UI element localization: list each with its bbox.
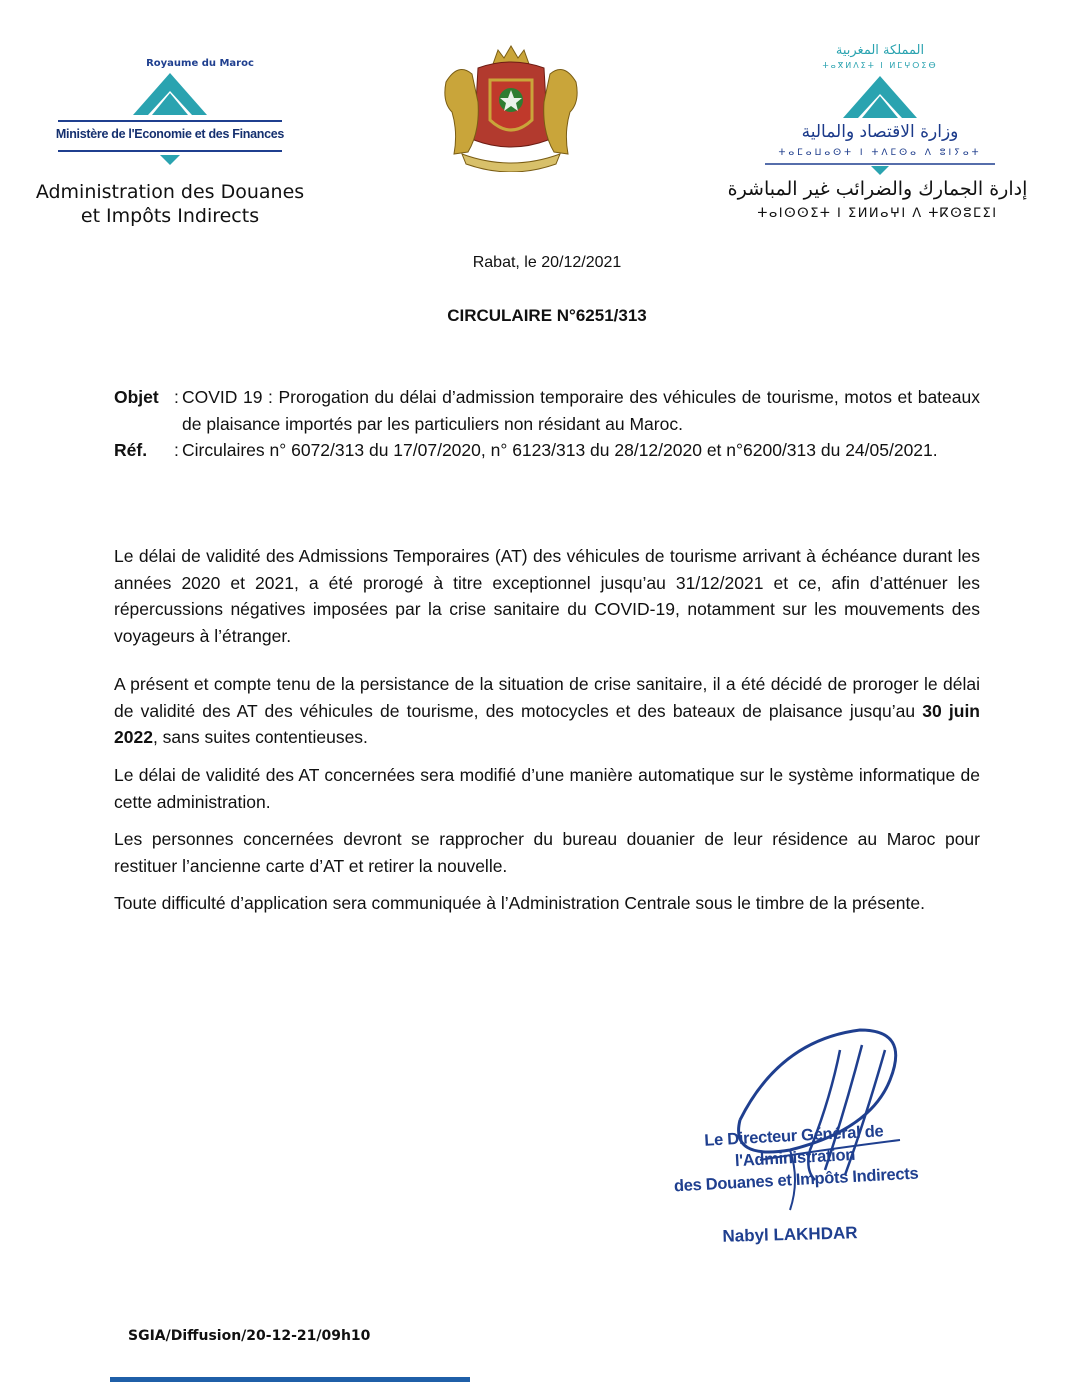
mountain-logo-icon (30, 55, 320, 180)
ministry-logo-left (30, 55, 320, 245)
document-date: Rabat, le 20/12/2021 (472, 254, 622, 271)
administration-line2: et Impôts Indirects (80, 205, 260, 227)
body-paragraph-3 (114, 762, 980, 815)
subject-row (114, 384, 980, 437)
body-paragraph-5 (114, 890, 980, 917)
administration-name-fr (30, 180, 310, 228)
paragraph-2-end: , sans suites contentieuses. (152, 727, 368, 747)
logo-divider-icon (725, 162, 1035, 176)
signatory-title-line2: des Douanes et Impôts Indirects (673, 1164, 919, 1196)
subject-text: COVID 19 : Prorogation du délai d’admission temporaire des véhicules de tourisme, motos et bateaux de plaisance importés par les particuliers non résidant au Maroc. (182, 387, 980, 434)
administration-line1: Administration des Douanes (35, 181, 305, 203)
body-paragraph-2 (114, 671, 980, 751)
administration-name-tifinagh: ⵜⴰⵏⵙⵙⵉⵜ ⵏ ⵉⵍⵍⴰⵖⵏ ⴷ ⵜⴽⵙⵓⵎⵉⵏ (757, 206, 998, 221)
reference-label: Réf. (114, 440, 148, 460)
subject-colon: : (174, 387, 179, 407)
paragraph-text: Toute difficulté d’application sera communiquée à l’Administration Centrale sous le timbre de la présente. (114, 893, 925, 913)
mountain-logo-icon (725, 40, 1035, 130)
ministry-name-tifinagh: ⵜⴰⵎⴰⵡⴰⵙⵜ ⵏ ⵜⴷⵎⵙⴰ ⴷ ⵓⵏⵢⴰⵜ (778, 148, 982, 158)
kingdom-name-tifinagh: ⵜⴰⴳⵍⴷⵉⵜ ⵏ ⵍⵎⵖⵔⵉⴱ (822, 61, 938, 70)
paragraph-text (114, 671, 980, 751)
reference-row (114, 437, 980, 464)
kingdom-name-fr: Royaume du Maroc (146, 58, 254, 69)
diffusion-reference: SGIA/Diffusion/20-12-21/09h10 (128, 1328, 371, 1344)
body-paragraph-4 (114, 826, 980, 879)
ministry-logo-right (725, 40, 1035, 240)
signatory-name: Nabyl LAKHDAR (722, 1223, 858, 1246)
subject-label: Objet (114, 387, 159, 407)
document-title: CIRCULAIRE N°6251/313 (447, 306, 647, 325)
ministry-name-ar: وزارة الاقتصاد والمالية (801, 122, 959, 142)
paragraph-2-start: A présent et compte tenu de la persistance de la situation de crise sanitaire, il a été décidé de proroger le délai de validité des AT des véhicules de tourisme, des motocycles et des bateaux de plaisance jusqu’au (114, 674, 980, 721)
paragraph-text: Les personnes concernées devront se rapprocher du bureau douanier de leur résidence au Maroc pour restituer l’ancienne carte d’AT et retirer la nouvelle. (114, 829, 980, 876)
deadline-date: 30 juin 2022 (114, 700, 980, 747)
subject-reference-block (114, 384, 980, 464)
reference-text: Circulaires n° 6072/313 du 17/07/2020, n° 6123/313 du 28/12/2020 et n°6200/313 du 24/05/2021. (182, 440, 938, 460)
body-paragraph-1 (114, 543, 980, 649)
signatory-title-line1: Le Directeur Général de l'Administration (703, 1122, 884, 1171)
coat-of-arms-icon (438, 42, 584, 172)
footer-divider (110, 1377, 470, 1382)
paragraph-text: Le délai de validité des Admissions Temporaires (AT) des véhicules de tourisme arrivant à échéance durant les années 2020 et 2021, a été prorogé à titre exceptionnel jusqu’au 31/12/2021 et ce, afin d’atténuer les répercussions négatives imposées par la crise sanitaire du COVID-19, notamment sur les mouvements des voyageurs à l’étranger. (114, 546, 980, 646)
reference-colon: : (174, 440, 179, 460)
administration-name-ar: إدارة الجمارك والضرائب غير المباشرة (727, 178, 1028, 200)
kingdom-name-ar: المملكة المغربية (835, 43, 925, 58)
ministry-name-fr: Ministère de l'Economie et des Finances (55, 127, 285, 141)
paragraph-text: Le délai de validité des AT concernées sera modifié d’une manière automatique sur le système informatique de cette administration. (114, 765, 980, 812)
